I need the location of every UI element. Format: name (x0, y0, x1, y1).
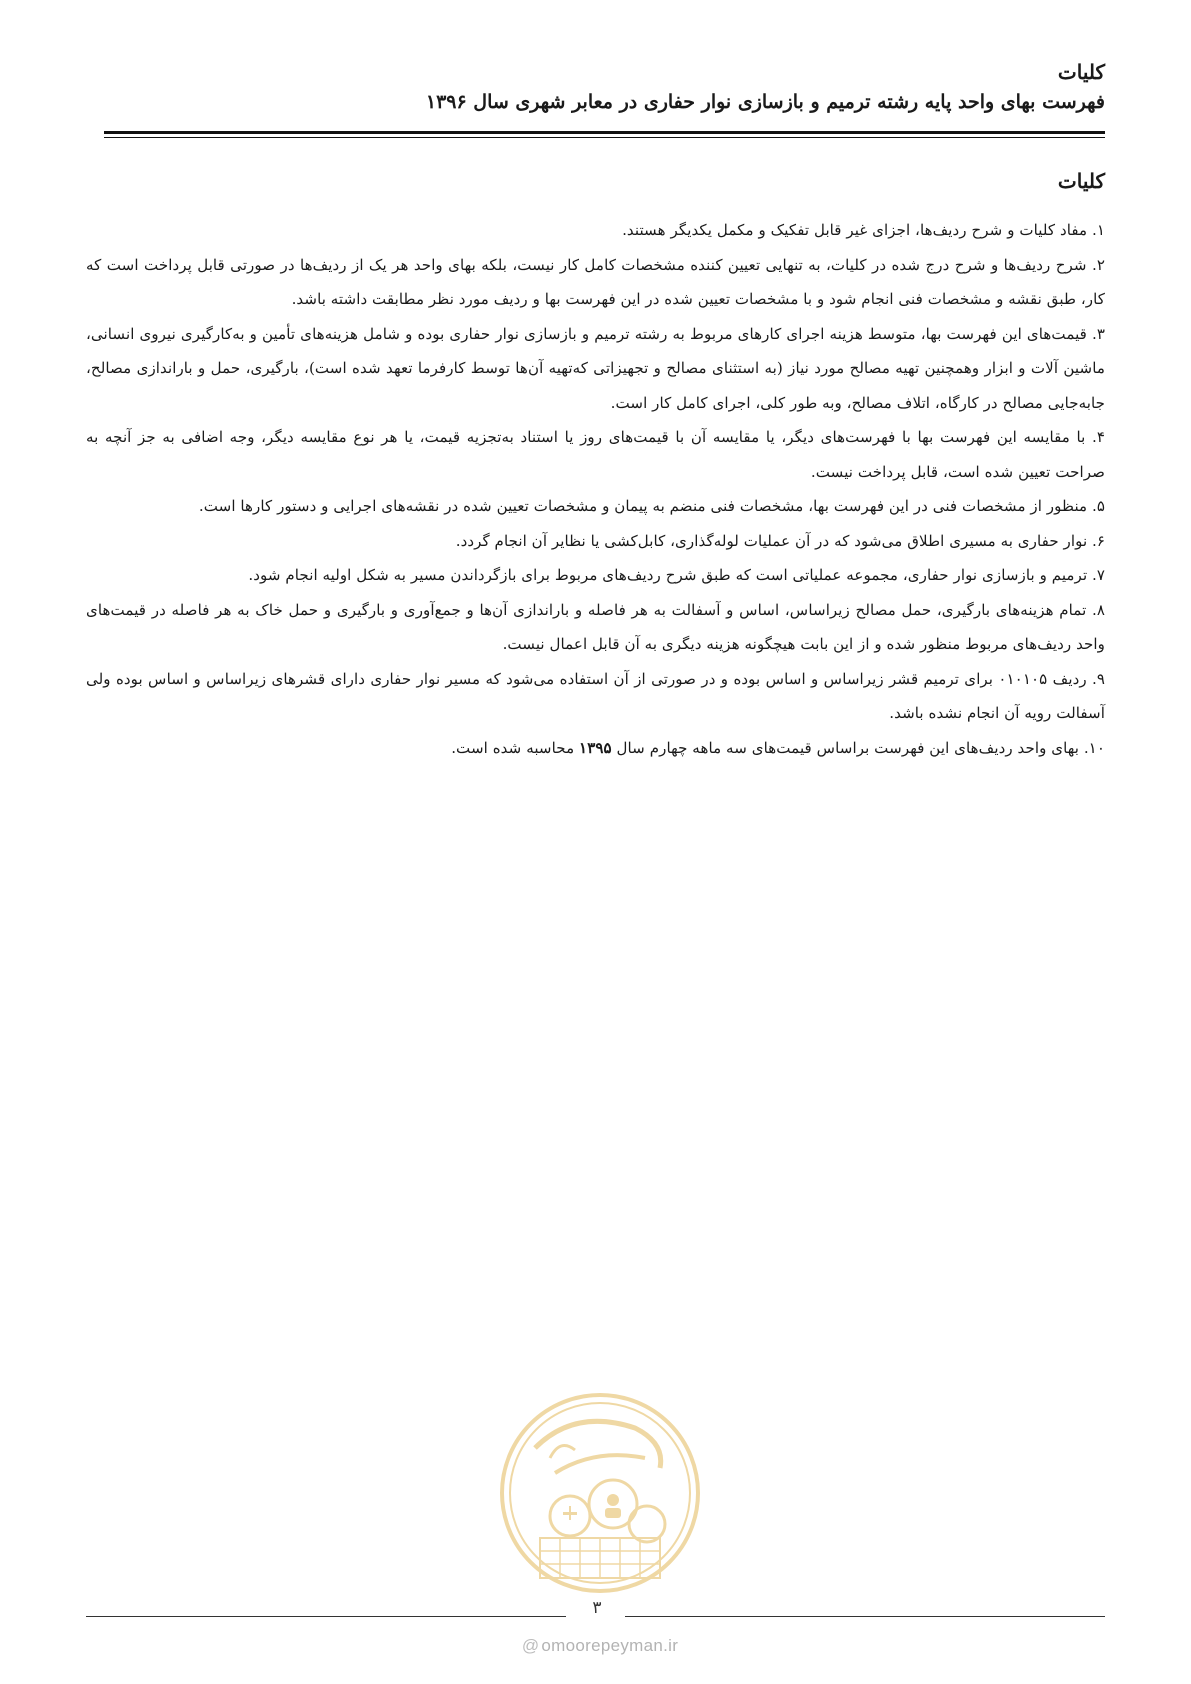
at-icon: @ (521, 1636, 540, 1655)
clause-item-6: ۶. نوار حفاری به مسیری اطلاق می‌شود که در آن عملیات لوله‌گذاری، کابل‌کشی یا نظایر آن انجام گردد. (455, 531, 1105, 550)
page-number: ۳ (592, 1598, 602, 1618)
header-rule-thin (104, 137, 1105, 138)
page-header (104, 58, 1105, 116)
header-section-title: کلیات (1057, 60, 1105, 84)
clause-item-7: ۷. ترمیم و بازسازی نوار حفاری، مجموعه عملیاتی است که طبق شرح ردیف‌های مربوط برای بازگرداندن مسیر به شکل اولیه انجام شود. (248, 566, 1105, 584)
clause-item-1: ۱. مفاد کلیات و شرح ردیف‌ها، اجزای غیر قابل تفکیک و مکمل یکدیگر هستند. (622, 221, 1105, 239)
section-heading: کلیات (1057, 169, 1105, 193)
clause-item-10-prefix: ۱۰. بهای واحد ردیف‌های این فهرست براساس قیمت‌های سه ماهه چهارم سال (611, 738, 1105, 757)
clause-item-10-suffix: محاسبه شده است. (451, 738, 580, 757)
clause-item-3: ۳. قیمت‌های این فهرست بها، متوسط هزینه اجرای کارهای مربوط به رشته ترمیم و بازسازی نوار حفاری بوده و شامل هزینه‌های تأمین و به‌کارگیری نیروی انسانی، ماشین آلات و ابزار وهمچنین تهیه مصالح مورد نیاز (به استثنای مصالح و تجهیزاتی که‌تهیه آن‌ها توسط کارفرما تعهد شده است)، بارگیری، حمل و باراندازی مصالح، جابه‌جایی مصالح در کارگاه، اتلاف مصالح، وبه طور کلی، اجرای کامل کار است. (86, 324, 1105, 412)
clause-item-2: ۲. شرح ردیف‌ها و شرح درج شده در کلیات، به تنهایی تعیین کننده مشخصات کامل کار نیست، بلکه بهای واحد هر یک از ردیف‌ها در صورتی قابل پرداخت است که کار، طبق نقشه و مشخصات فنی انجام شود و با مشخصات تعیین شده در این فهرست بها و ردیف مورد نظر مطابقت داشته باشد. (86, 255, 1105, 308)
footer-url-text: omoorepeyman.ir (541, 1636, 679, 1655)
footer-rule-right (625, 1616, 1105, 1617)
clause-item-9: ۹. ردیف ۰۱۰۱۰۵ برای ترمیم قشر زیراساس و اساس بوده و در صورتی از آن استفاده می‌شود که مسیر نوار حفاری دارای قشرهای زیراساس و اساس بوده ولی آسفالت رویه آن انجام نشده باشد. (86, 669, 1105, 722)
clause-item-8: ۸. تمام هزینه‌های بارگیری، حمل مصالح زیراساس، اساس و آسفالت به هر فاصله و باراندازی آن‌ها و جمع‌آوری و بارگیری و حمل خاک به هر فاصله در قیمت‌های واحد ردیف‌های مربوط منظور شده و از این بابت هیچگونه هزینه دیگری به آن قابل اعمال نیست. (86, 600, 1105, 653)
footer-watermark-url (470, 1636, 730, 1656)
clause-item-10-year: ۱۳۹۵ (579, 738, 612, 757)
main-content (86, 167, 1105, 765)
clause-item-5: ۵. منظور از مشخصات فنی در این فهرست بها، مشخصات فنی منضم به پیمان و مشخصات تعیین شده در نقشه‌های اجرایی و دستور کارها است. (198, 497, 1105, 515)
clause-item-10 (86, 731, 1105, 766)
omoorepeyman-seal-logo-icon (495, 1388, 705, 1598)
header-document-title: فهرست بهای واحد پایه رشته ترمیم و بازسازی نوار حفاری در معابر شهری سال ۱۳۹۶ (425, 91, 1105, 113)
footer-rule-left (86, 1616, 566, 1617)
header-rule-thick (104, 131, 1105, 134)
clause-item-4: ۴. با مقایسه این فهرست بها با فهرست‌های دیگر، یا مقایسه آن با قیمت‌های روز یا استناد به‌تجزیه قیمت، یا هر نوع مقایسه دیگر، وجه اضافی به جز آنچه به صراحت تعیین شده است، قابل پرداخت نیست. (86, 428, 1105, 481)
